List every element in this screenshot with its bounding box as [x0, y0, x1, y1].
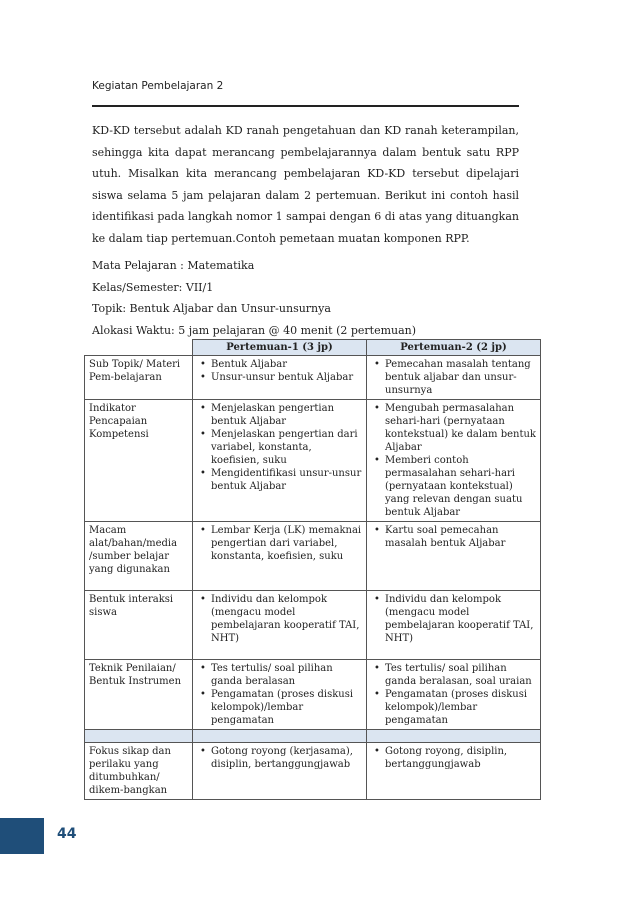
- row-label: Indikator Pencapaian Kompetensi: [85, 400, 193, 522]
- meeting-2-cell: [367, 522, 541, 591]
- list-item: • Individu dan kelompok (mengacu model pembelajaran kooperatif TAI, NHT): [211, 593, 362, 645]
- meta-class-semester: Kelas/Semester: VII/1: [92, 280, 214, 294]
- table-row: [85, 522, 541, 591]
- meeting-2-cell: [367, 400, 541, 522]
- list-item: • Pengamatan (proses diskusi kelompok)/lembar pengamatan: [211, 688, 362, 727]
- running-header: Kegiatan Pembelajaran 2: [92, 80, 224, 92]
- list-item: • Mengubah permasalahan sehari-hari (pernyataan kontekstual) ke dalam bentuk Aljabar: [385, 402, 536, 454]
- meta-subject: Mata Pelajaran : Matematika: [92, 259, 255, 272]
- list-item: • Lembar Kerja (LK) memaknai pengertian dari variabel, konstanta, koefisien, suku: [211, 524, 362, 563]
- list-item: • Pengamatan (proses diskusi kelompok)/lembar pengamatan: [385, 688, 536, 727]
- header-meeting-1: Pertemuan-1 (3 jp): [193, 340, 367, 356]
- list-item: • Kartu soal pemecahan masalah bentuk Aljabar: [385, 524, 536, 550]
- list-item: • Tes tertulis/ soal pilihan ganda beralasan, soal uraian: [385, 662, 536, 688]
- meeting-1-cell: [193, 743, 367, 800]
- table-header-row: [85, 340, 541, 356]
- header-rule: [92, 105, 519, 107]
- table-spacer-row: [85, 730, 541, 743]
- list-item: • Menjelaskan pengertian bentuk Aljabar: [211, 402, 362, 428]
- meeting-1-cell: [193, 522, 367, 591]
- meeting-1-cell: [193, 660, 367, 730]
- lesson-meta: [92, 255, 519, 341]
- list-item: • Individu dan kelompok (mengacu model pembelajaran kooperatif TAI, NHT): [385, 593, 536, 645]
- row-label: Sub Topik/ Materi Pem-belajaran: [85, 356, 193, 400]
- spacer-cell: [85, 730, 193, 743]
- list-item: • Menjelaskan pengertian dari variabel, konstanta, koefisien, suku: [211, 428, 362, 467]
- intro-paragraph: KD-KD tersebut adalah KD ranah pengetahuan dan KD ranah keterampilan, sehingga kita dapat merancang pembelajarannya dalam bentuk satu RPP utuh. Misalkan kita merancang pembelajaran KD-KD tersebut dipelajari siswa selama 5 jam pelajaran dalam 2 pertemuan. Berikut ini contoh hasil identifikasi pada langkah nomor 1 sampai dengan 6 di atas yang dituangkan ke dalam tiap pertemuan.Contoh pemetaan muatan komponen RPP.: [92, 124, 519, 245]
- meeting-1-cell: [193, 591, 367, 660]
- table-row: [85, 743, 541, 800]
- list-item: • Mengidentifikasi unsur-unsur bentuk Aljabar: [211, 467, 362, 493]
- spacer-cell: [367, 730, 541, 743]
- page-number-tab: [0, 818, 44, 854]
- list-item: • Pemecahan masalah tentang bentuk aljabar dan unsur-unsurnya: [385, 358, 536, 397]
- header-blank-cell: [85, 340, 193, 356]
- meeting-1-cell: [193, 400, 367, 522]
- table-row: [85, 400, 541, 522]
- meta-time-allocation: Alokasi Waktu: 5 jam pelajaran @ 40 menit (2 pertemuan): [92, 323, 417, 337]
- list-item: • Bentuk Aljabar: [211, 358, 362, 371]
- list-item: • Gotong royong, disiplin, bertanggungjawab: [385, 745, 536, 771]
- table-row: [85, 356, 541, 400]
- table-row: [85, 660, 541, 730]
- meeting-1-cell: [193, 356, 367, 400]
- row-label: Teknik Penilaian/ Bentuk Instrumen: [85, 660, 193, 730]
- row-label: Fokus sikap dan perilaku yang ditumbuhkan/ dikem-bangkan: [85, 743, 193, 800]
- meeting-2-cell: [367, 660, 541, 730]
- list-item: • Memberi contoh permasalahan sehari-hari (pernyataan kontekstual) yang relevan dengan suatu bentuk Aljabar: [385, 454, 536, 519]
- row-label: Bentuk interaksi siswa: [85, 591, 193, 660]
- list-item: • Unsur-unsur bentuk Aljabar: [211, 371, 362, 384]
- meta-topic: Topik: Bentuk Aljabar dan Unsur-unsurnya: [92, 302, 331, 316]
- spacer-cell: [193, 730, 367, 743]
- row-label: Macam alat/bahan/media /sumber belajar yang digunakan: [85, 522, 193, 591]
- header-meeting-2: Pertemuan-2 (2 jp): [367, 340, 541, 356]
- meeting-2-cell: [367, 591, 541, 660]
- rpp-mapping-table: [84, 339, 541, 800]
- list-item: • Gotong royong (kerjasama), disiplin, bertanggungjawab: [211, 745, 362, 771]
- meeting-2-cell: [367, 356, 541, 400]
- table-row: [85, 591, 541, 660]
- meeting-2-cell: [367, 743, 541, 800]
- page-number: 44: [57, 826, 77, 842]
- list-item: • Tes tertulis/ soal pilihan ganda beralasan: [211, 662, 362, 688]
